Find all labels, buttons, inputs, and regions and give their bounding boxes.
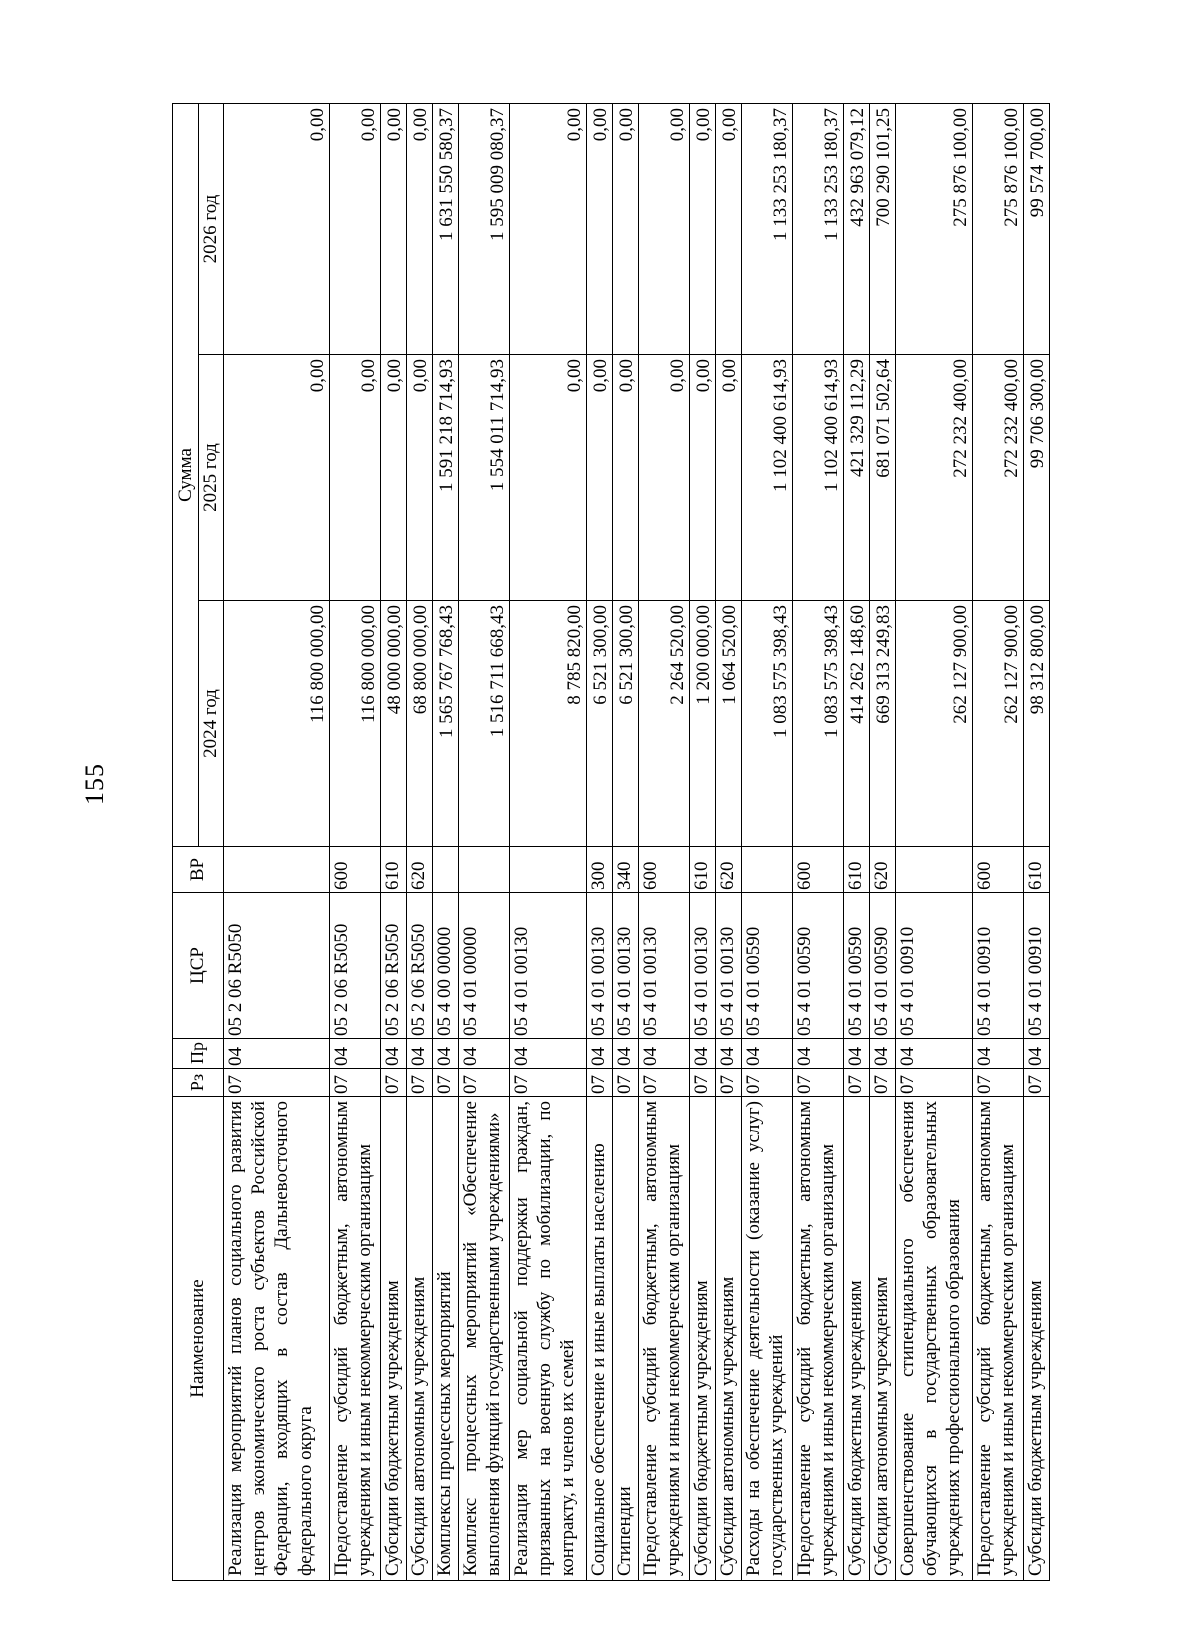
cell-2026: 1 133 253 180,37: [793, 104, 844, 355]
cell-2026: 0,00: [613, 104, 639, 355]
cell-2025: 1 102 400 614,93: [742, 355, 793, 601]
cell-2024: 68 800 000,00: [407, 601, 433, 847]
cell-2024: 262 127 900,00: [973, 601, 1024, 847]
cell-pr: 04: [459, 1039, 510, 1069]
cell-pr: 04: [793, 1039, 844, 1069]
cell-csr: 05 2 06 R5050: [224, 893, 330, 1039]
cell-2025: 0,00: [690, 355, 716, 601]
cell-name: Реализация мер социальной поддержки граждан, призванных на военную службу по мобилизации, по контракту, и членов их семей: [510, 1097, 587, 1581]
cell-name: Субсидии автономным учреждениям: [870, 1097, 896, 1581]
cell-csr: 05 4 01 00130: [587, 893, 613, 1039]
cell-2025: 0,00: [224, 355, 330, 601]
header-csr: ЦСР: [173, 893, 224, 1039]
cell-2024: 669 313 249,83: [870, 601, 896, 847]
cell-pr: 04: [742, 1039, 793, 1069]
table-row: [459, 104, 510, 1581]
cell-2025: 272 232 400,00: [973, 355, 1024, 601]
header-name: Наименование: [173, 1097, 224, 1581]
header-row-1: [173, 104, 199, 1581]
cell-vr: [510, 847, 587, 893]
cell-pr: 04: [973, 1039, 1024, 1069]
cell-csr: 05 4 01 00130: [690, 893, 716, 1039]
cell-pr: 04: [690, 1039, 716, 1069]
cell-2025: 1 102 400 614,93: [793, 355, 844, 601]
cell-rz: 07: [587, 1069, 613, 1097]
cell-rz: 07: [613, 1069, 639, 1097]
cell-name: Реализация мероприятий планов социального развития центров экономического роста субъектов Российской Федерации, входящих в состав Дальневосточного федерального округа: [224, 1097, 330, 1581]
cell-rz: 07: [973, 1069, 1024, 1097]
cell-2024: 48 000 000,00: [381, 601, 407, 847]
cell-2024: 1 083 575 398,43: [793, 601, 844, 847]
cell-2024: 1 064 520,00: [716, 601, 742, 847]
cell-2026: 0,00: [330, 104, 381, 355]
cell-2026: 0,00: [587, 104, 613, 355]
cell-pr: 04: [844, 1039, 870, 1069]
cell-csr: 05 4 01 00000: [459, 893, 510, 1039]
cell-vr: 620: [407, 847, 433, 893]
cell-csr: 05 4 01 00130: [510, 893, 587, 1039]
table-row: [896, 104, 973, 1581]
cell-pr: 04: [330, 1039, 381, 1069]
table-row: [330, 104, 381, 1581]
cell-name: Субсидии бюджетным учреждениям: [381, 1097, 407, 1581]
table-row: [587, 104, 613, 1581]
cell-2024: 1 200 000,00: [690, 601, 716, 847]
cell-csr: 05 4 01 00910: [896, 893, 973, 1039]
cell-2026: 0,00: [407, 104, 433, 355]
cell-rz: 07: [793, 1069, 844, 1097]
cell-name: Субсидии бюджетным учреждениям: [844, 1097, 870, 1581]
cell-2025: 421 329 112,29: [844, 355, 870, 601]
table-row: [716, 104, 742, 1581]
cell-rz: 07: [716, 1069, 742, 1097]
header-sum: Сумма: [173, 104, 199, 847]
cell-2024: 414 262 148,60: [844, 601, 870, 847]
cell-vr: [459, 847, 510, 893]
cell-vr: 600: [793, 847, 844, 893]
cell-2025: 0,00: [330, 355, 381, 601]
page-number: 155: [80, 763, 109, 805]
table-row: [433, 104, 459, 1581]
cell-csr: 05 4 01 00910: [973, 893, 1024, 1039]
header-vr: ВР: [173, 847, 224, 893]
header-2026: 2026 год: [199, 104, 224, 355]
cell-2024: 116 800 000,00: [224, 601, 330, 847]
cell-name: Совершенствование стипендиального обеспечения обучающихся в государственных образовательных учреждениях профессионального образования: [896, 1097, 973, 1581]
table-body: [224, 104, 1050, 1581]
cell-vr: 620: [716, 847, 742, 893]
table-row: [224, 104, 330, 1581]
header-2025: 2025 год: [199, 355, 224, 601]
table-row: [381, 104, 407, 1581]
cell-pr: 04: [407, 1039, 433, 1069]
cell-csr: 05 4 01 00130: [639, 893, 690, 1039]
cell-2026: 99 574 700,00: [1024, 104, 1050, 355]
cell-vr: 610: [381, 847, 407, 893]
cell-2025: 0,00: [510, 355, 587, 601]
table-row: [510, 104, 587, 1581]
cell-2025: 0,00: [407, 355, 433, 601]
cell-csr: 05 2 06 R5050: [407, 893, 433, 1039]
cell-2026: 1 133 253 180,37: [742, 104, 793, 355]
cell-name: Расходы на обеспечение деятельности (оказание услуг) государственных учреждений: [742, 1097, 793, 1581]
cell-name: Комплекс процессных мероприятий «Обеспечение выполнения функций государственными учреждениями»: [459, 1097, 510, 1581]
cell-name: Субсидии автономным учреждениям: [716, 1097, 742, 1581]
cell-rz: 07: [224, 1069, 330, 1097]
cell-2024: 6 521 300,00: [613, 601, 639, 847]
cell-name: Предоставление субсидий бюджетным, автономным учреждениям и иным некоммерческим организациям: [973, 1097, 1024, 1581]
cell-rz: 07: [381, 1069, 407, 1097]
cell-name: Социальное обеспечение и иные выплаты населению: [587, 1097, 613, 1581]
cell-vr: [896, 847, 973, 893]
cell-csr: 05 4 01 00590: [870, 893, 896, 1039]
cell-2026: 1 595 009 080,37: [459, 104, 510, 355]
cell-2024: 8 785 820,00: [510, 601, 587, 847]
cell-csr: 05 4 01 00590: [844, 893, 870, 1039]
cell-2026: 275 876 100,00: [973, 104, 1024, 355]
cell-vr: 300: [587, 847, 613, 893]
cell-rz: 07: [639, 1069, 690, 1097]
cell-vr: 610: [844, 847, 870, 893]
cell-csr: 05 4 01 00590: [793, 893, 844, 1039]
cell-pr: 04: [587, 1039, 613, 1069]
cell-vr: 610: [690, 847, 716, 893]
table-row: [870, 104, 896, 1581]
cell-vr: 610: [1024, 847, 1050, 893]
cell-csr: 05 4 01 00910: [1024, 893, 1050, 1039]
cell-2025: 1 591 218 714,93: [433, 355, 459, 601]
cell-2025: 0,00: [613, 355, 639, 601]
cell-rz: 07: [407, 1069, 433, 1097]
cell-csr: 05 4 01 00130: [716, 893, 742, 1039]
cell-2026: 1 631 550 580,37: [433, 104, 459, 355]
cell-name: Предоставление субсидий бюджетным, автономным учреждениям и иным некоммерческим организациям: [793, 1097, 844, 1581]
budget-table: [172, 103, 1050, 1581]
cell-csr: 05 4 00 00000: [433, 893, 459, 1039]
header-pr: Пр: [173, 1039, 224, 1069]
cell-csr: 05 4 01 00130: [613, 893, 639, 1039]
cell-csr: 05 2 06 R5050: [330, 893, 381, 1039]
cell-2026: 0,00: [639, 104, 690, 355]
cell-pr: 04: [381, 1039, 407, 1069]
cell-vr: 600: [330, 847, 381, 893]
cell-2025: 681 071 502,64: [870, 355, 896, 601]
table-row: [973, 104, 1024, 1581]
cell-2024: 262 127 900,00: [896, 601, 973, 847]
cell-2025: 0,00: [639, 355, 690, 601]
cell-2024: 98 312 800,00: [1024, 601, 1050, 847]
table-row: [690, 104, 716, 1581]
cell-csr: 05 2 06 R5050: [381, 893, 407, 1039]
cell-vr: [433, 847, 459, 893]
cell-2026: 432 963 079,12: [844, 104, 870, 355]
rotated-page-content: [172, 104, 1048, 1581]
table-row: [639, 104, 690, 1581]
cell-2026: 0,00: [690, 104, 716, 355]
cell-name: Субсидии бюджетным учреждениям: [1024, 1097, 1050, 1581]
cell-name: Стипендии: [613, 1097, 639, 1581]
cell-2026: 0,00: [224, 104, 330, 355]
cell-2025: 0,00: [587, 355, 613, 601]
table-row: [407, 104, 433, 1581]
cell-pr: 04: [224, 1039, 330, 1069]
table-row: [793, 104, 844, 1581]
cell-vr: 340: [613, 847, 639, 893]
cell-pr: 04: [870, 1039, 896, 1069]
cell-pr: 04: [639, 1039, 690, 1069]
cell-2024: 6 521 300,00: [587, 601, 613, 847]
cell-2024: 1 083 575 398,43: [742, 601, 793, 847]
cell-2024: 1 565 767 768,43: [433, 601, 459, 847]
table-row: [613, 104, 639, 1581]
cell-name: Предоставление субсидий бюджетным, автономным учреждениям и иным некоммерческим организациям: [639, 1097, 690, 1581]
cell-2025: 99 706 300,00: [1024, 355, 1050, 601]
cell-rz: 07: [330, 1069, 381, 1097]
cell-2024: 2 264 520,00: [639, 601, 690, 847]
cell-2026: 0,00: [716, 104, 742, 355]
cell-vr: 620: [870, 847, 896, 893]
header-rz: Рз: [173, 1069, 224, 1097]
cell-csr: 05 4 01 00590: [742, 893, 793, 1039]
cell-pr: 04: [613, 1039, 639, 1069]
table-row: [742, 104, 793, 1581]
cell-2026: 0,00: [381, 104, 407, 355]
cell-2025: 0,00: [381, 355, 407, 601]
cell-vr: [742, 847, 793, 893]
cell-rz: 07: [459, 1069, 510, 1097]
header-2024: 2024 год: [199, 601, 224, 847]
cell-2025: 272 232 400,00: [896, 355, 973, 601]
cell-pr: 04: [510, 1039, 587, 1069]
cell-rz: 07: [844, 1069, 870, 1097]
cell-rz: 07: [1024, 1069, 1050, 1097]
cell-2026: 275 876 100,00: [896, 104, 973, 355]
cell-2024: 116 800 000,00: [330, 601, 381, 847]
cell-2025: 1 554 011 714,93: [459, 355, 510, 601]
cell-pr: 04: [1024, 1039, 1050, 1069]
cell-rz: 07: [690, 1069, 716, 1097]
cell-rz: 07: [870, 1069, 896, 1097]
cell-vr: 600: [973, 847, 1024, 893]
cell-vr: 600: [639, 847, 690, 893]
cell-rz: 07: [433, 1069, 459, 1097]
cell-name: Комплексы процессных мероприятий: [433, 1097, 459, 1581]
cell-2025: 0,00: [716, 355, 742, 601]
cell-2026: 700 290 101,25: [870, 104, 896, 355]
cell-2024: 1 516 711 668,43: [459, 601, 510, 847]
cell-name: Субсидии бюджетным учреждениям: [690, 1097, 716, 1581]
table-row: [844, 104, 870, 1581]
cell-name: Субсидии автономным учреждениям: [407, 1097, 433, 1581]
cell-rz: 07: [896, 1069, 973, 1097]
cell-pr: 04: [433, 1039, 459, 1069]
cell-vr: [224, 847, 330, 893]
cell-pr: 04: [716, 1039, 742, 1069]
cell-2026: 0,00: [510, 104, 587, 355]
table-row: [1024, 104, 1050, 1581]
cell-pr: 04: [896, 1039, 973, 1069]
cell-name: Предоставление субсидий бюджетным, автономным учреждениям и иным некоммерческим организациям: [330, 1097, 381, 1581]
cell-rz: 07: [742, 1069, 793, 1097]
cell-rz: 07: [510, 1069, 587, 1097]
